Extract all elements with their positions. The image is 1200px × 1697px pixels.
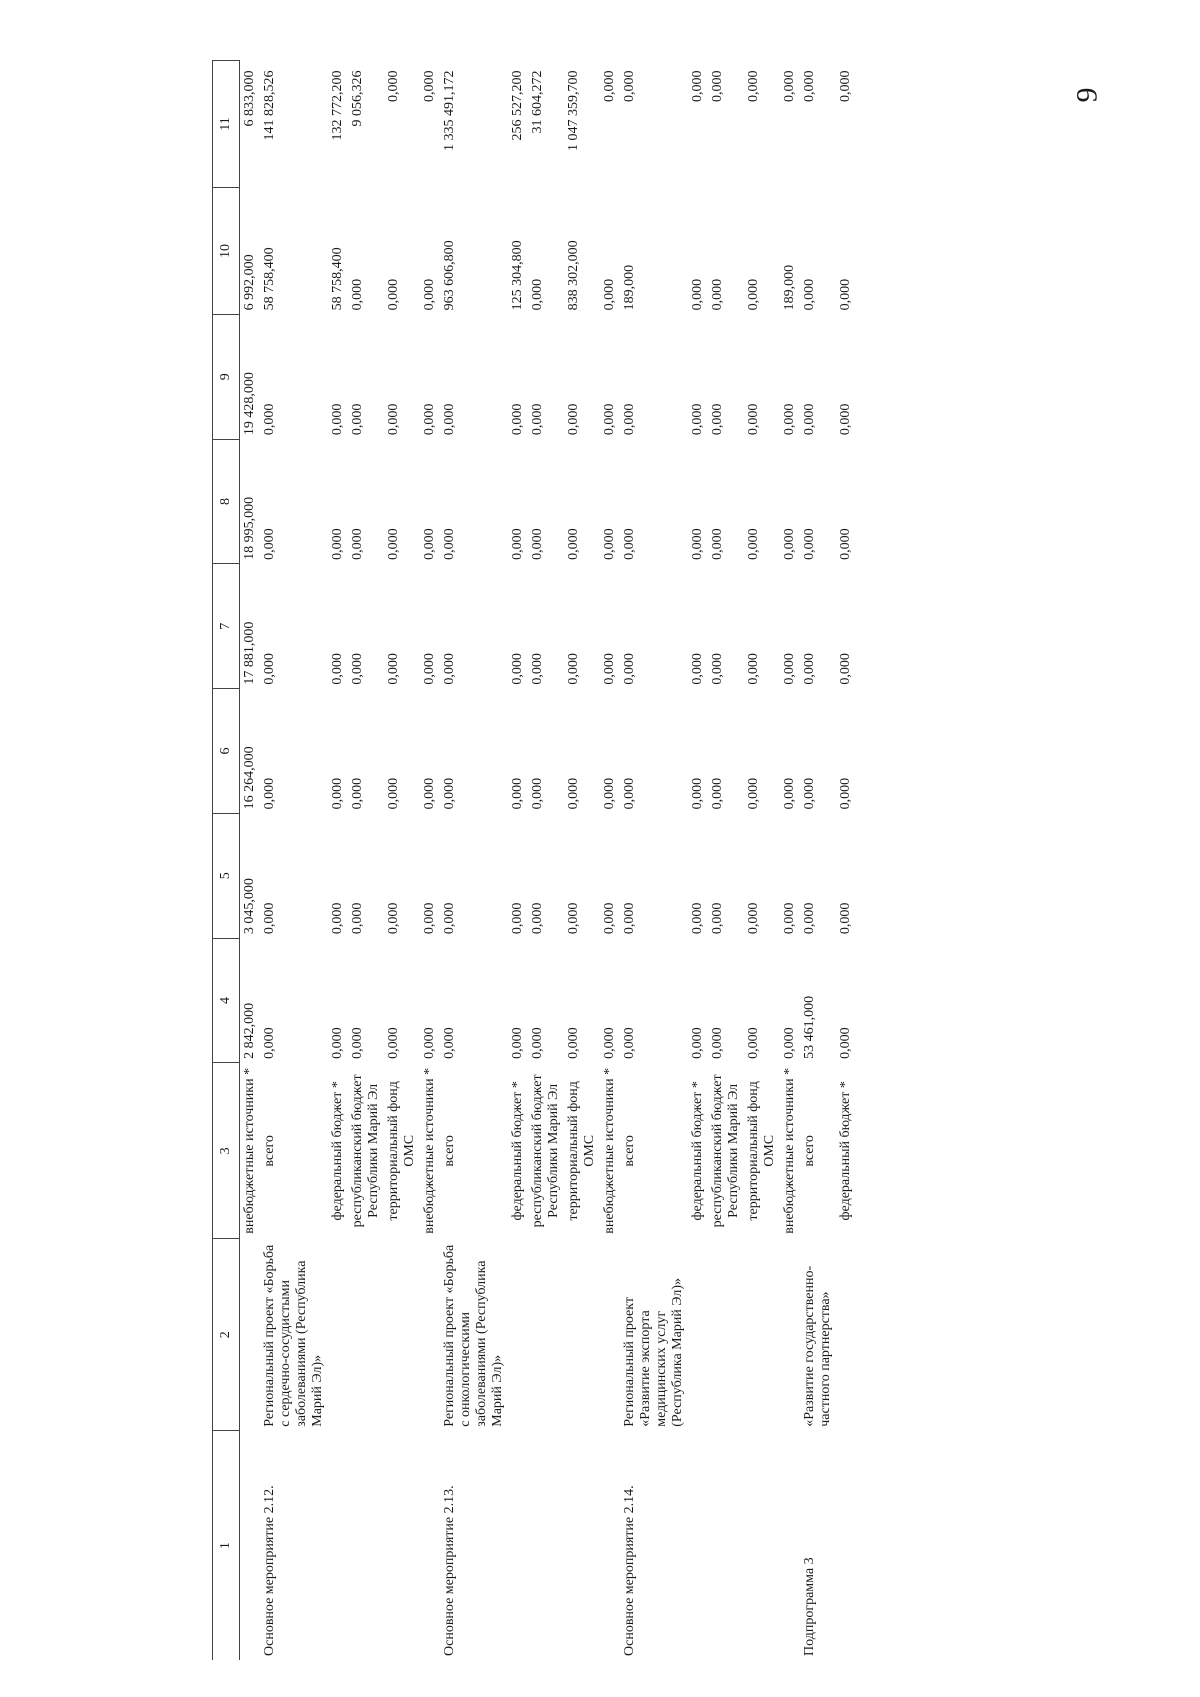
budget-table <box>212 60 856 1660</box>
funding-source-cell: территориальный фонд ОМС <box>746 1081 777 1221</box>
amount-cell: 0,000 <box>566 1027 581 1059</box>
amount-cell: 132 772,200 <box>330 70 345 141</box>
amount-cell: 0,000 <box>746 403 761 436</box>
amount-cell: 0,000 <box>510 777 525 810</box>
amount-cell: 0,000 <box>838 1027 853 1059</box>
measure-name-cell: Основное мероприятие 2.12. <box>262 1485 277 1656</box>
amount-cell: 0,000 <box>422 777 437 810</box>
table-row <box>600 61 620 1661</box>
amount-cell: 0,000 <box>566 403 581 436</box>
amount-cell: 0,000 <box>442 777 457 810</box>
amount-cell: 0,000 <box>782 1027 797 1059</box>
amount-cell: 0,000 <box>442 403 457 436</box>
amount-cell: 0,000 <box>690 1027 705 1059</box>
amount-cell: 0,000 <box>782 528 797 560</box>
amount-cell: 0,000 <box>782 902 797 935</box>
amount-cell: 0,000 <box>838 528 853 560</box>
column-header: 10 <box>213 187 240 314</box>
project-title-cell <box>836 1239 856 1431</box>
amount-cell: 0,000 <box>782 653 797 685</box>
amount-cell: 0,000 <box>510 403 525 436</box>
measure-name-cell <box>708 1431 744 1660</box>
amount-cell: 0,000 <box>350 653 365 685</box>
amount-cell: 0,000 <box>602 902 617 935</box>
column-header: 6 <box>213 689 240 814</box>
amount-cell: 141 828,526 <box>262 70 277 141</box>
amount-cell: 0,000 <box>262 777 277 810</box>
table-row <box>688 61 708 1661</box>
amount-cell: 58 758,400 <box>262 247 277 311</box>
funding-source-cell: внебюджетные источники * <box>242 1067 257 1234</box>
amount-cell: 0,000 <box>422 528 437 560</box>
table-body <box>240 61 857 1661</box>
amount-cell: 0,000 <box>622 1027 637 1059</box>
amount-cell: 0,000 <box>350 902 365 935</box>
amount-cell: 0,000 <box>690 902 705 935</box>
amount-cell: 0,000 <box>690 528 705 560</box>
project-title-cell <box>708 1239 744 1431</box>
measure-name-cell <box>348 1431 384 1660</box>
amount-cell: 3 045,000 <box>242 878 257 935</box>
amount-cell: 0,000 <box>566 777 581 810</box>
amount-cell: 6 992,000 <box>242 254 257 311</box>
amount-cell: 0,000 <box>262 403 277 436</box>
amount-cell: 0,000 <box>422 653 437 685</box>
amount-cell: 0,000 <box>622 653 637 685</box>
amount-cell: 0,000 <box>530 1027 545 1059</box>
amount-cell: 2 842,000 <box>242 1002 257 1059</box>
amount-cell: 0,000 <box>690 653 705 685</box>
amount-cell: 0,000 <box>442 902 457 935</box>
table-row <box>348 61 384 1661</box>
amount-cell: 0,000 <box>350 278 365 311</box>
amount-cell: 0,000 <box>838 403 853 436</box>
amount-cell: 0,000 <box>530 777 545 810</box>
measure-name-cell: Основное мероприятие 2.14. <box>622 1485 637 1656</box>
amount-cell: 0,000 <box>690 70 705 102</box>
amount-cell: 0,000 <box>710 653 725 685</box>
funding-source-cell: всего <box>262 1135 277 1167</box>
project-title-cell <box>780 1239 800 1431</box>
amount-cell: 256 527,200 <box>510 70 525 141</box>
amount-cell: 1 047 359,700 <box>566 70 581 151</box>
column-header: 11 <box>213 61 240 188</box>
amount-cell: 0,000 <box>746 777 761 810</box>
amount-cell: 0,000 <box>422 403 437 436</box>
amount-cell: 0,000 <box>710 403 725 436</box>
amount-cell: 125 304,800 <box>510 240 525 311</box>
amount-cell: 0,000 <box>442 1027 457 1059</box>
project-title-cell: «Развитие государственно-частного партнерства» <box>802 1265 833 1427</box>
table-row <box>780 61 800 1661</box>
amount-cell: 0,000 <box>262 1027 277 1059</box>
amount-cell: 0,000 <box>602 1027 617 1059</box>
funding-source-cell: внебюджетные источники * <box>782 1067 797 1234</box>
funding-source-cell: республиканский бюджет Республики Марий Эл <box>710 1074 741 1228</box>
amount-cell: 0,000 <box>566 653 581 685</box>
table-row <box>708 61 744 1661</box>
project-title-cell <box>328 1239 348 1431</box>
measure-name-cell <box>780 1431 800 1660</box>
amount-cell: 0,000 <box>602 403 617 436</box>
amount-cell: 0,000 <box>386 70 401 102</box>
amount-cell: 0,000 <box>530 653 545 685</box>
amount-cell: 0,000 <box>622 70 637 102</box>
amount-cell: 0,000 <box>746 1027 761 1059</box>
amount-cell: 0,000 <box>710 1027 725 1059</box>
amount-cell: 0,000 <box>330 902 345 935</box>
table-row <box>260 61 328 1661</box>
amount-cell: 0,000 <box>802 902 817 935</box>
project-title-cell: Региональный проект «Развитие экспорта медицинских услуг (Республика Марий Эл)» <box>622 1277 685 1427</box>
amount-cell: 0,000 <box>510 528 525 560</box>
amount-cell: 0,000 <box>746 902 761 935</box>
amount-cell: 0,000 <box>782 70 797 102</box>
amount-cell: 0,000 <box>710 70 725 102</box>
amount-cell: 0,000 <box>602 278 617 311</box>
funding-source-cell: территориальный фонд ОМС <box>386 1081 417 1221</box>
measure-name-cell <box>240 1431 261 1660</box>
amount-cell: 16 264,000 <box>242 746 257 810</box>
amount-cell: 0,000 <box>422 1027 437 1059</box>
amount-cell: 0,000 <box>602 653 617 685</box>
amount-cell: 0,000 <box>802 777 817 810</box>
amount-cell: 0,000 <box>802 528 817 560</box>
amount-cell: 0,000 <box>690 777 705 810</box>
amount-cell: 0,000 <box>386 1027 401 1059</box>
table-row <box>420 61 440 1661</box>
amount-cell: 0,000 <box>622 777 637 810</box>
page-number: 9 <box>1070 87 1104 103</box>
measure-name-cell <box>744 1431 780 1660</box>
amount-cell: 0,000 <box>330 1027 345 1059</box>
measure-name-cell: Подпрограмма 3 <box>802 1557 817 1656</box>
amount-cell: 0,000 <box>262 653 277 685</box>
project-title-cell <box>688 1239 708 1431</box>
amount-cell: 0,000 <box>710 278 725 311</box>
amount-cell: 9 056,326 <box>350 70 365 127</box>
amount-cell: 0,000 <box>622 403 637 436</box>
project-title-cell <box>564 1239 600 1431</box>
column-header: 8 <box>213 439 240 564</box>
funding-source-cell: федеральный бюджет * <box>690 1081 705 1221</box>
amount-cell: 19 428,000 <box>242 372 257 436</box>
amount-cell: 0,000 <box>530 403 545 436</box>
amount-cell: 0,000 <box>510 1027 525 1059</box>
measure-name-cell <box>836 1431 856 1660</box>
table-row <box>528 61 564 1661</box>
amount-cell: 0,000 <box>386 902 401 935</box>
amount-cell: 0,000 <box>386 777 401 810</box>
amount-cell: 17 881,000 <box>242 621 257 685</box>
amount-cell: 0,000 <box>746 70 761 102</box>
amount-cell: 0,000 <box>802 403 817 436</box>
amount-cell: 0,000 <box>710 528 725 560</box>
column-number-row <box>213 61 240 1661</box>
project-title-cell <box>348 1239 384 1431</box>
amount-cell: 0,000 <box>350 528 365 560</box>
amount-cell: 53 461,000 <box>802 995 817 1059</box>
table-row <box>440 61 508 1661</box>
amount-cell: 0,000 <box>746 278 761 311</box>
project-title-cell <box>744 1239 780 1431</box>
amount-cell: 0,000 <box>802 70 817 102</box>
amount-cell: 189,000 <box>782 264 797 311</box>
amount-cell: 0,000 <box>442 653 457 685</box>
measure-name-cell: Основное мероприятие 2.13. <box>442 1485 457 1656</box>
amount-cell: 0,000 <box>510 653 525 685</box>
column-header: 7 <box>213 564 240 689</box>
column-header: 1 <box>213 1431 240 1660</box>
amount-cell: 0,000 <box>530 278 545 311</box>
measure-name-cell <box>564 1431 600 1660</box>
amount-cell: 0,000 <box>690 278 705 311</box>
amount-cell: 0,000 <box>422 278 437 311</box>
amount-cell: 0,000 <box>602 777 617 810</box>
measure-name-cell <box>328 1431 348 1660</box>
amount-cell: 0,000 <box>510 902 525 935</box>
amount-cell: 0,000 <box>602 70 617 102</box>
amount-cell: 0,000 <box>330 528 345 560</box>
amount-cell: 963 606,800 <box>442 240 457 311</box>
amount-cell: 0,000 <box>330 777 345 810</box>
amount-cell: 31 604,272 <box>530 70 545 134</box>
table-row <box>836 61 856 1661</box>
amount-cell: 189,000 <box>622 264 637 311</box>
measure-name-cell <box>384 1431 420 1660</box>
table-row <box>744 61 780 1661</box>
amount-cell: 0,000 <box>530 528 545 560</box>
amount-cell: 0,000 <box>782 777 797 810</box>
amount-cell: 0,000 <box>782 403 797 436</box>
amount-cell: 0,000 <box>530 902 545 935</box>
amount-cell: 58 758,400 <box>330 247 345 311</box>
funding-source-cell: федеральный бюджет * <box>330 1081 345 1221</box>
funding-source-cell: территориальный фонд ОМС <box>566 1081 597 1221</box>
measure-name-cell <box>688 1431 708 1660</box>
amount-cell: 0,000 <box>350 403 365 436</box>
amount-cell: 0,000 <box>350 777 365 810</box>
table-row <box>564 61 600 1661</box>
amount-cell: 0,000 <box>602 528 617 560</box>
table-row <box>240 61 261 1661</box>
amount-cell: 0,000 <box>838 902 853 935</box>
amount-cell: 0,000 <box>386 403 401 436</box>
amount-cell: 0,000 <box>746 653 761 685</box>
column-header: 2 <box>213 1239 240 1431</box>
amount-cell: 0,000 <box>802 653 817 685</box>
column-header: 4 <box>213 938 240 1063</box>
amount-cell: 0,000 <box>330 403 345 436</box>
amount-cell: 0,000 <box>386 278 401 311</box>
project-title-cell <box>240 1239 261 1431</box>
amount-cell: 0,000 <box>690 403 705 436</box>
column-header: 5 <box>213 813 240 938</box>
amount-cell: 1 335 491,172 <box>442 70 457 151</box>
amount-cell: 0,000 <box>838 278 853 311</box>
amount-cell: 18 995,000 <box>242 496 257 560</box>
amount-cell: 0,000 <box>566 902 581 935</box>
amount-cell: 0,000 <box>330 653 345 685</box>
amount-cell: 0,000 <box>566 528 581 560</box>
amount-cell: 0,000 <box>386 528 401 560</box>
project-title-cell: Региональный проект «Борьба с онкологическими заболеваниями (Республика Марий Эл)» <box>442 1244 505 1427</box>
amount-cell: 0,000 <box>802 278 817 311</box>
table-row <box>328 61 348 1661</box>
amount-cell: 0,000 <box>746 528 761 560</box>
amount-cell: 6 833,000 <box>242 70 257 127</box>
amount-cell: 0,000 <box>262 528 277 560</box>
project-title-cell <box>508 1239 528 1431</box>
column-header: 3 <box>213 1063 240 1239</box>
amount-cell: 0,000 <box>422 70 437 102</box>
table-row <box>800 61 836 1661</box>
amount-cell: 0,000 <box>350 1027 365 1059</box>
funding-source-cell: всего <box>622 1135 637 1167</box>
funding-source-cell: внебюджетные источники * <box>422 1067 437 1234</box>
measure-name-cell <box>508 1431 528 1660</box>
funding-source-cell: всего <box>802 1135 817 1167</box>
measure-name-cell <box>420 1431 440 1660</box>
project-title-cell <box>600 1239 620 1431</box>
amount-cell: 0,000 <box>622 902 637 935</box>
project-title-cell <box>528 1239 564 1431</box>
project-title-cell: Региональный проект «Борьба с сердечно-сосудистыми заболеваниями (Республика Марий Эл)» <box>262 1244 325 1427</box>
amount-cell: 0,000 <box>838 653 853 685</box>
amount-cell: 0,000 <box>838 777 853 810</box>
funding-source-cell: республиканский бюджет Республики Марий Эл <box>530 1074 561 1228</box>
funding-source-cell: федеральный бюджет * <box>838 1081 853 1221</box>
amount-cell: 0,000 <box>838 70 853 102</box>
amount-cell: 0,000 <box>386 653 401 685</box>
amount-cell: 0,000 <box>622 528 637 560</box>
amount-cell: 838 302,000 <box>566 240 581 311</box>
amount-cell: 0,000 <box>422 902 437 935</box>
column-header: 9 <box>213 314 240 439</box>
table-row <box>508 61 528 1661</box>
table-row <box>384 61 420 1661</box>
measure-name-cell <box>600 1431 620 1660</box>
project-title-cell <box>420 1239 440 1431</box>
measure-name-cell <box>528 1431 564 1660</box>
amount-cell: 0,000 <box>710 777 725 810</box>
amount-cell: 0,000 <box>442 528 457 560</box>
table-row <box>620 61 688 1661</box>
funding-source-cell: внебюджетные источники * <box>602 1067 617 1234</box>
amount-cell: 0,000 <box>710 902 725 935</box>
project-title-cell <box>384 1239 420 1431</box>
funding-source-cell: всего <box>442 1135 457 1167</box>
funding-source-cell: республиканский бюджет Республики Марий Эл <box>350 1074 381 1228</box>
amount-cell: 0,000 <box>262 902 277 935</box>
funding-source-cell: федеральный бюджет * <box>510 1081 525 1221</box>
